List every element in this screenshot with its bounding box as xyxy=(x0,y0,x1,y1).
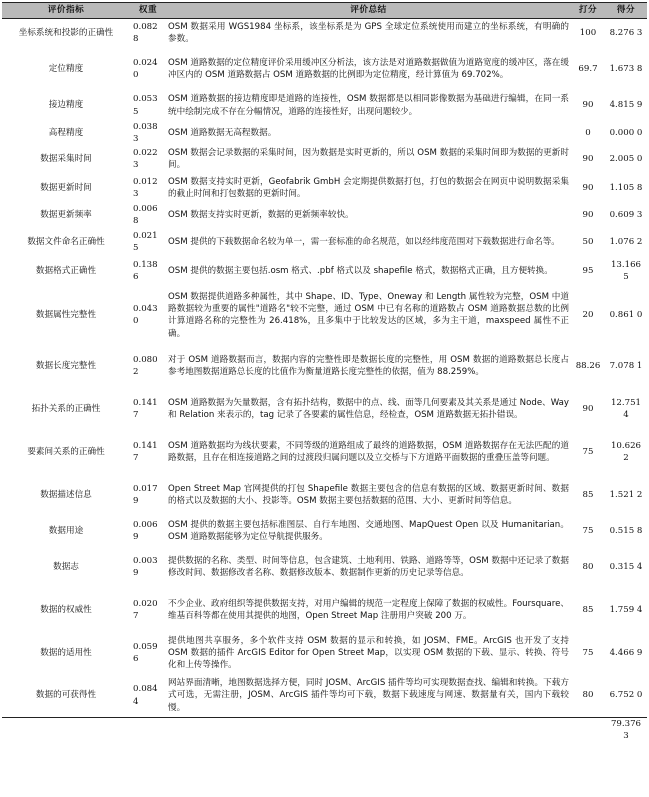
indicator-name: 数据更新时间 xyxy=(40,183,92,194)
indicator-name: 高程精度 xyxy=(48,127,84,138)
indicator-name: 数据描述信息 xyxy=(40,489,92,500)
weight-cell: 0.020 7 xyxy=(133,598,158,621)
summary-cell: OSM 道路数据的定位精度评价采用缓冲区分析法，该方法是对道路数据做值为道路宽度的缓冲区，落在缓冲区内的 OSM 道路数据占 OSM 道路数据的比例即为定位精度，经计算值为 69.702%。 xyxy=(168,57,569,80)
table-row xyxy=(2,121,647,145)
table-row xyxy=(2,91,647,121)
total-cell: 0.315 4 xyxy=(609,561,643,572)
indicator-name: 数据长度完整性 xyxy=(35,360,97,371)
score-cell: 90 xyxy=(582,183,594,194)
table-row xyxy=(2,19,647,48)
table-header-row xyxy=(2,3,647,19)
summary-cell: OSM 道路数据为矢量数据，含有拓扑结构，数据中的点、线、面等几何要素及其关系是通过 Node、Way 和 Relation 来表示的，tag 记录了各要素的属性信息，经检查，OSM 道路数据无拓扑错误。 xyxy=(168,397,569,420)
table-row xyxy=(2,227,647,256)
total-cell: 4.815 9 xyxy=(609,100,643,111)
score-cell: 80 xyxy=(582,561,594,572)
summary-cell: Open Street Map 官网提供的打包 Shapefile 数据主要包含的信息有数据的区域、数据更新时间、数据的格式以及数据的大小、投影等。OSM 数据主要包括数据的范围、大小、更新时间等信息。 xyxy=(168,483,569,506)
summary-cell: 提供数据的名称、类型、时间等信息，包含建筑、土地利用、铁路、道路等等，OSM 数据中还记录了数据修改时间、数据修改者名称、数据修改版本、数据制作更新的历史记录等信息。 xyxy=(168,555,569,578)
header-summary: 评价总结 xyxy=(166,3,571,19)
indicator-name: 数据采集时间 xyxy=(40,154,92,165)
header-score: 打分 xyxy=(571,3,605,19)
score-cell: 75 xyxy=(582,446,594,457)
weight-cell: 0.138 6 xyxy=(133,260,158,283)
summary-cell: 对于 OSM 道路数据而言，数据内容的完整性即是数据长度的完整性，用 OSM 数据的道路数据总长度占参考地图数据道路总长度的比值作为衡量道路长度完整性的依据，值为 88.259%。 xyxy=(168,354,569,377)
total-cell: 10.626 2 xyxy=(610,440,642,463)
weight-cell: 0.084 4 xyxy=(130,674,166,717)
indicator-name: 数据属性完整性 xyxy=(35,310,97,321)
score-cell: 90 xyxy=(582,100,594,111)
summary-cell: 网站界面清晰，地图数据选择方便，同时 JOSM、ArcGIS 插件等均可实现数据查找、编辑和转换。下载方式可选，无需注册，JOSM、ArcGIS 插件等均可下载，数据下载速度与网速、数据量有关，国内下载较慢。 xyxy=(166,674,571,717)
indicator-name: 要素间关系的正确性 xyxy=(27,446,105,457)
summary-cell: 提供地图共享服务，多个软件支持 OSM 数据的显示和转换，如 JOSM、FME。ArcGIS 也开发了支持 OSM 数据的插件 ArcGIS Editor for Open Street Map，以实现 OSM 数据的下载、显示、转换、符号化和上传等操作。 xyxy=(168,635,569,670)
weight-cell: 0.012 3 xyxy=(133,177,158,200)
score-cell: 0 xyxy=(585,127,591,138)
score-cell: 88.26 xyxy=(575,360,601,371)
summary-cell: OSM 数据采用 WGS1984 坐标系，该坐标系是为 GPS 全球定位系统使用而建立的坐标系统，有明确的参数。 xyxy=(168,22,569,45)
weight-cell: 0.053 5 xyxy=(133,94,158,117)
total-cell: 2.005 0 xyxy=(609,154,643,165)
score-cell: 69.7 xyxy=(578,63,598,74)
score-cell: 85 xyxy=(582,489,594,500)
total-cell: 0.000 0 xyxy=(609,127,643,138)
summary-cell: OSM 提供的数据主要包括.osm 格式、.pbf 格式以及 shapefile 格式，数据格式正确，且方便转换。 xyxy=(168,266,553,277)
score-cell: 75 xyxy=(582,525,594,536)
table-row xyxy=(2,286,647,344)
table-row xyxy=(2,256,647,286)
weight-cell: 0.080 2 xyxy=(133,354,158,377)
score-cell: 75 xyxy=(582,647,594,658)
score-cell: 20 xyxy=(582,310,594,321)
table-row xyxy=(2,430,647,473)
header-weight: 权重 xyxy=(130,3,166,19)
grand-total: 79.376 3 xyxy=(610,718,642,742)
total-cell: 13.166 5 xyxy=(610,260,642,283)
table-row xyxy=(2,588,647,631)
score-cell: 90 xyxy=(582,154,594,165)
summary-cell: OSM 数据会记录数据的采集时间，因为数据是实时更新的，所以 OSM 数据的采集时间即为数据的更新时间。 xyxy=(168,148,569,171)
indicator-name: 拓扑关系的正确性 xyxy=(31,403,101,414)
indicator-name: 数据志 xyxy=(53,561,79,572)
weight-cell: 0.141 7 xyxy=(133,440,158,463)
summary-cell: OSM 提供的下载数据命名较为单一，需一套标准的命名规范，如以经纬度范围对下载数据进行命名等。 xyxy=(168,236,560,247)
table-row xyxy=(2,545,647,588)
total-cell: 7.078 1 xyxy=(609,360,643,371)
score-cell: 85 xyxy=(582,604,594,615)
summary-cell: 不少企业、政府组织等提供数据支持，对用户编辑的规范一定程度上保障了数据的权威性。Foursquare、维基百科等都在使用其提供的地图，Open Street Map 注册用户突破 200 万。 xyxy=(168,598,569,621)
score-cell: 90 xyxy=(582,210,594,220)
total-cell: 1.076 2 xyxy=(609,236,643,247)
indicator-name: 数据格式正确性 xyxy=(35,266,97,277)
table-row xyxy=(2,174,647,203)
table-row xyxy=(2,203,647,227)
summary-cell: OSM 数据提供道路多种属性，其中 Shape、ID、Type、Oneway 和 Length 属性较为完整，OSM 中道路数据较为重要的属性"道路名"较不完整，通过 OSM 中已有名称的道路数占 OSM 道路数据总数的比例计算道路名称的完整性为 26.418%，且多集中于比较发达的区域，多为主干道，maxspeed 属性不正确。 xyxy=(168,291,569,339)
score-cell: 100 xyxy=(579,28,597,39)
indicator-name: 数据的可获得性 xyxy=(2,674,130,717)
table-row xyxy=(2,48,647,91)
weight-cell: 0.017 9 xyxy=(133,483,158,506)
indicator-name: 数据的权威性 xyxy=(40,604,92,615)
indicator-name: 数据的适用性 xyxy=(40,647,92,658)
table-row xyxy=(2,674,647,717)
header-indicator: 评价指标 xyxy=(2,3,130,19)
weight-cell: 0.043 0 xyxy=(133,304,158,327)
total-cell: 4.466 9 xyxy=(609,647,643,658)
score-cell: 80 xyxy=(571,674,605,717)
weight-cell: 0.006 8 xyxy=(133,203,158,227)
total-cell: 0.515 8 xyxy=(609,525,643,536)
weight-cell: 0.021 5 xyxy=(133,230,158,253)
total-cell: 0.861 0 xyxy=(609,310,643,321)
weight-cell: 0.038 3 xyxy=(133,121,158,144)
table-row xyxy=(2,516,647,545)
summary-cell: OSM 提供的数据主要包括标准图层、自行车地图、交通地图、MapQuest Open 以及 Humanitarian。OSM 道路数据能够为定位导航提供服务。 xyxy=(168,519,569,542)
table-row xyxy=(2,387,647,430)
total-cell: 1.105 8 xyxy=(609,183,643,194)
table-row xyxy=(2,473,647,516)
weight-cell: 0.059 6 xyxy=(133,641,158,664)
summary-cell: OSM 数据支持实时更新，Geofabrik GmbH 会定期提供数据打包，打包的数据会在网页中说明数据采集的截止时间和打包数据的更新时间。 xyxy=(168,177,569,200)
weight-cell: 0.003 9 xyxy=(133,555,158,578)
total-cell: 8.276 3 xyxy=(609,28,643,39)
total-cell: 1.673 8 xyxy=(609,63,643,74)
table-row xyxy=(2,145,647,174)
summary-cell: OSM 道路数据无高程数据。 xyxy=(168,127,277,138)
indicator-name: 坐标系统和投影的正确性 xyxy=(18,28,114,39)
summary-cell: OSM 道路数据均为线状要素，不同等级的道路组成了最终的道路数据，OSM 道路数据存在无法匹配的道路数据，且存在相连接道路之间的过渡段归属问题以及立交桥与下方道路平面数据的重叠压盖等问题。 xyxy=(168,440,569,463)
total-cell: 1.521 2 xyxy=(609,489,643,500)
summary-cell: OSM 数据支持实时更新，数据的更新频率较快。 xyxy=(168,210,354,220)
weight-cell: 0.006 9 xyxy=(133,519,158,542)
indicator-name: 数据用途 xyxy=(48,525,84,536)
indicator-name: 数据更新频率 xyxy=(40,210,92,220)
score-cell: 95 xyxy=(582,266,594,277)
table-row xyxy=(2,344,647,387)
evaluation-table xyxy=(2,2,647,742)
score-cell: 50 xyxy=(582,236,594,247)
table-row xyxy=(2,631,647,674)
total-cell: 12.751 4 xyxy=(610,397,642,420)
score-cell: 90 xyxy=(582,403,594,414)
indicator-name: 接边精度 xyxy=(48,100,84,111)
weight-cell: 0.022 3 xyxy=(133,148,158,171)
weight-cell: 0.082 8 xyxy=(133,22,158,45)
indicator-name: 数据文件命名正确性 xyxy=(27,236,105,247)
total-cell: 6.752 0 xyxy=(605,674,647,717)
weight-cell: 0.141 7 xyxy=(133,397,158,420)
weight-cell: 0.024 0 xyxy=(133,57,158,80)
total-cell: 1.759 4 xyxy=(609,604,643,615)
indicator-name: 定位精度 xyxy=(48,63,84,74)
grand-total-row xyxy=(2,717,647,742)
header-total: 得分 xyxy=(605,3,647,19)
summary-cell: OSM 道路数据的接边精度即是道路的连接性，OSM 数据都是以相同影像数据为基础进行编辑，在同一系统中绘制完成不存在分幅情况，道路的连接性好，出现问题较少。 xyxy=(168,94,569,117)
total-cell: 0.609 3 xyxy=(609,210,643,220)
